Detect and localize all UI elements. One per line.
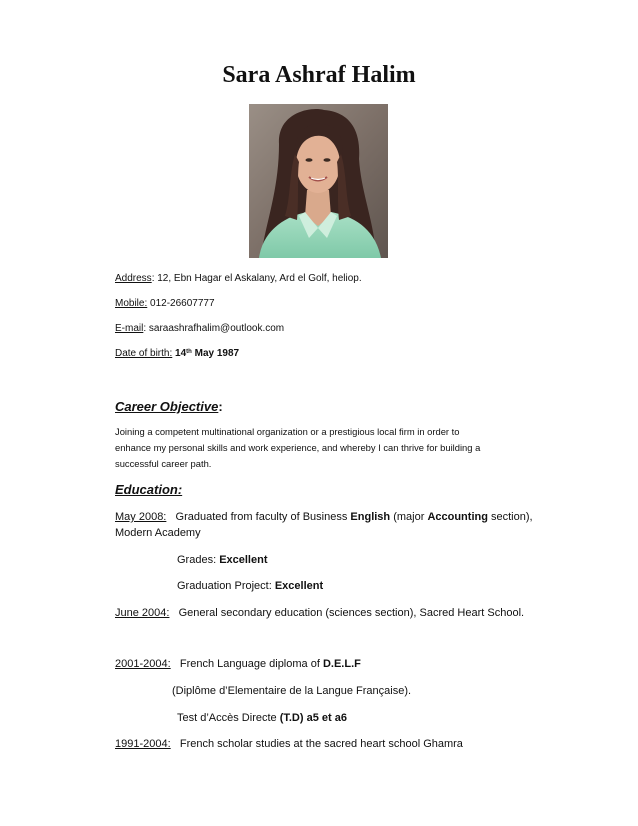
email-label: E-mail: [115, 323, 144, 334]
education-2001-text: French Language diploma of: [179, 658, 323, 670]
address-line: [115, 272, 362, 285]
graduation-project-line: [177, 578, 323, 594]
education-date-2004: June 2004:: [115, 607, 170, 619]
dob-suffix: th: [186, 349, 192, 355]
career-objective-colon: :: [218, 399, 223, 414]
career-line-1: Joining a competent multinational organization or a prestigious local firm in order to: [115, 426, 460, 437]
career-objective-heading-line: [115, 398, 223, 416]
email-value[interactable]: : saraashrafhalim@outlook.com: [143, 323, 285, 334]
dob-line: [115, 347, 239, 360]
education-2008-text-1: Graduated from faculty of Business: [175, 511, 351, 523]
test-acces-line: [177, 710, 347, 726]
dob-rest: May 1987: [191, 348, 240, 359]
dob-label: Date of birth:: [115, 348, 173, 359]
career-objective-heading: Career Objective: [115, 399, 219, 414]
grades-line: [177, 552, 268, 568]
career-line-3: successful career path.: [115, 458, 212, 469]
career-objective-text: [115, 424, 515, 472]
education-entry-2001-2004: [115, 656, 361, 672]
test-acces-bold: (T.D) a5 et a6: [279, 712, 347, 724]
education-2008-line-2: Modern Academy: [115, 527, 201, 539]
education-date-1991-2004: 1991-2004:: [115, 738, 171, 750]
profile-photo-image: [249, 104, 388, 258]
education-heading: Education:: [115, 482, 183, 497]
mobile-line: [115, 297, 215, 310]
education-2008-text-2: (major: [390, 511, 428, 523]
grades-value: Excellent: [219, 554, 268, 566]
mobile-value: 012-26607777: [147, 298, 215, 309]
education-date-2008: May 2008:: [115, 511, 167, 523]
education-date-2001-2004: 2001-2004:: [115, 658, 171, 670]
education-entry-2008: [115, 509, 535, 541]
education-entry-1991-2004: [115, 736, 463, 752]
career-line-2: enhance my personal skills and work experience, and whereby I can thrive for building a: [115, 442, 481, 453]
grades-label: Grades:: [177, 554, 220, 566]
education-2008-bold-2: Accounting: [427, 511, 488, 523]
education-entry-2004: [115, 605, 524, 621]
education-2001-bold: D.E.L.F: [322, 658, 361, 670]
resume-name: Sara Ashraf Halim: [222, 62, 416, 88]
graduation-project-value: Excellent: [274, 580, 324, 592]
education-2008-text-3: section),: [487, 511, 533, 523]
education-1991-text: French scholar studies at the sacred heart school Ghamra: [179, 738, 463, 750]
dob-day: 14: [175, 348, 187, 359]
delf-description: (Diplôme d’Elementaire de la Langue Française).: [172, 685, 412, 697]
education-2008-bold-1: English: [350, 511, 391, 523]
email-line: [115, 322, 284, 335]
address-value: : 12, Ebn Hagar el Askalany, Ard el Golf, heliop.: [151, 273, 362, 284]
test-acces-text: Test d’Accès Directe: [177, 712, 280, 724]
graduation-project-label: Graduation Project:: [177, 580, 275, 592]
mobile-label: Mobile:: [115, 298, 148, 309]
education-2004-text: General secondary education (sciences section), Sacred Heart School.: [178, 607, 525, 619]
address-label: Address: [115, 273, 152, 284]
profile-photo: [249, 104, 388, 258]
